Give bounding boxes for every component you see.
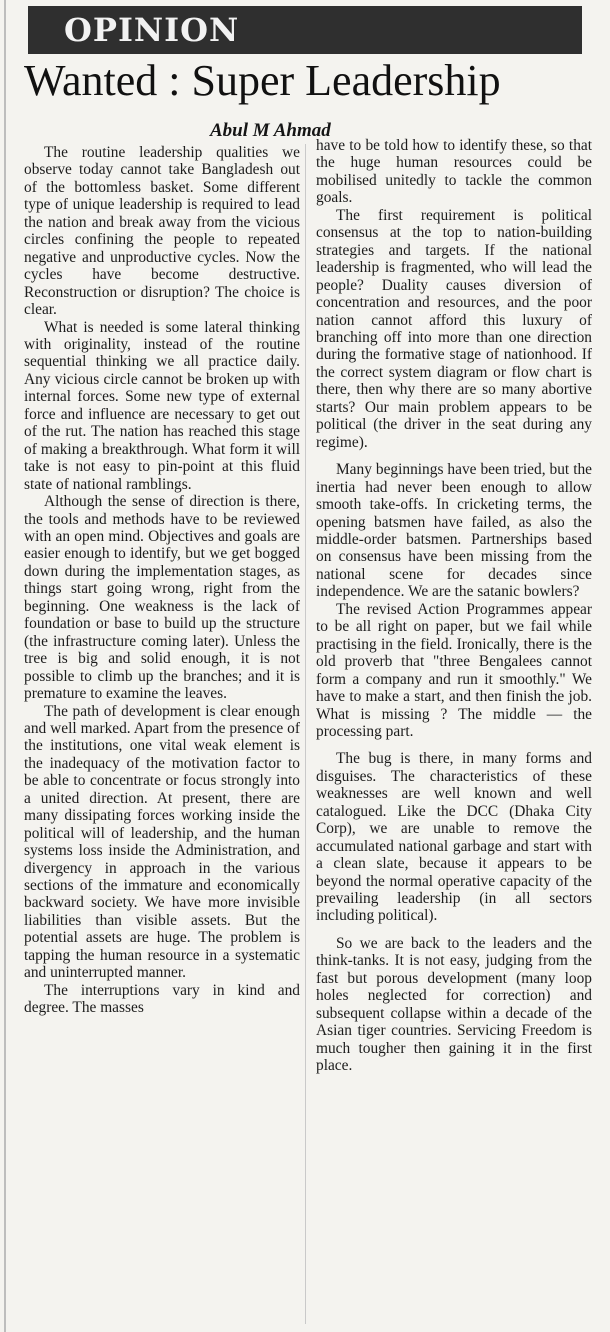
page-edge <box>4 0 6 1332</box>
paragraph: Many beginnings have been tried, but the inertia had never been enough to allow smooth take-offs. In cricketing terms, the opening batsmen have failed, as also the middle-order batsmen. Partnerships based on consensus have been missing from the national scene for decades since independence. We are the satanic bowlers? <box>316 461 592 601</box>
article-byline: Abul M Ahmad <box>210 120 331 141</box>
paragraph: The interruptions vary in kind and degree. The masses <box>24 981 300 1017</box>
paragraph: The bug is there, in many forms and disguises. The characteristics of these weaknesses are well known and well catalogued. Like the DCC (Dhaka City Corp), we are unable to remove the accumulated national garbage and start with a clean slate, because it appears to be beyond the normal operative capacity of the prevailing leadership (in all sectors including political). <box>316 750 592 925</box>
paragraph: have to be told how to identify these, so that the huge human resources could be mobilised unitedly to tackle the common goals. <box>316 137 592 207</box>
article-headline: Wanted : Super Leadership <box>24 56 501 105</box>
paragraph: The path of development is clear enough and well marked. Apart from the presence of the institutions, one vital weak element is the inadequacy of the motivation factor to be able to concentrate or focus strongly into a united direction. At present, there are many dissipating forces working inside the political will of leadership, and the human systems loss inside the Administration, and divergency in approach in the various sections of the immature and economically backward society. We have more invisible liabilities than visible assets. But the potential assets are huge. The problem is tapping the human resource in a systematic and uninterrupted manner. <box>24 702 300 982</box>
paragraph: The revised Action Programmes appear to be all right on paper, but we fail while practising in the field. Ironically, there is the old proverb that "three Bengalees cannot form a company and run it smoothly." We have to make a start, and then finish the job. What is missing ? The middle — the processing part. <box>316 600 592 740</box>
paragraph: What is needed is some lateral thinking with originality, instead of the routine sequential thinking we all practice daily. Any vicious circle cannot be broken up with internal forces. Some new type of external force and influence are necessary to get out of the rut. The nation has reached this stage of making a breakthrough. What form it will take is not easy to pin-point at this fluid state of national ramblings. <box>24 318 300 493</box>
paragraph: The routine leadership qualities we observe today cannot take Bangladesh out of the bottomless basket. Some different type of unique leadership is required to lead the nation and break away from the vicious circles confining the people to repeated negative and unproductive cycles. Now the cycles have become destructive. Reconstruction or disruption? The choice is clear. <box>24 144 300 319</box>
paragraph: Although the sense of direction is there, the tools and methods have to be reviewed with an open mind. Objectives and goals are easier enough to identify, but we get bogged down during the implementation stages, as things start going wrong, right from the beginning. One weakness is the lack of foundation or base to build up the structure (the infrastructure coming later). Unless the tree is big and solid enough, it is not possible to climb up the branches; and it is premature to examine the leaves. <box>24 493 300 703</box>
article-column-left <box>24 144 300 1017</box>
section-banner <box>28 6 582 54</box>
section-label: OPINION <box>64 11 240 49</box>
paragraph: So we are back to the leaders and the think-tanks. It is not easy, judging from the fast but porous development (many loop holes neglected for correction) and subsequent collapse within a decade of the Asian tiger countries. Servicing Freedom is much tougher then gaining it in the first place. <box>316 934 592 1075</box>
column-divider <box>305 144 306 1324</box>
paragraph: The first requirement is political consensus at the top to nation-building strategies and targets. If the national leadership is fragmented, who will lead the people? Duality causes diversion of concentration and resources, and the poor nation cannot afford this luxury of branching off into more than one direction during the formative stage of nationhood. If the correct system diagram or flow chart is there, then why there are so many abortive starts? Our main problem appears to be political (the driver in the seat during any regime). <box>316 206 592 451</box>
article-column-right <box>316 137 592 1075</box>
